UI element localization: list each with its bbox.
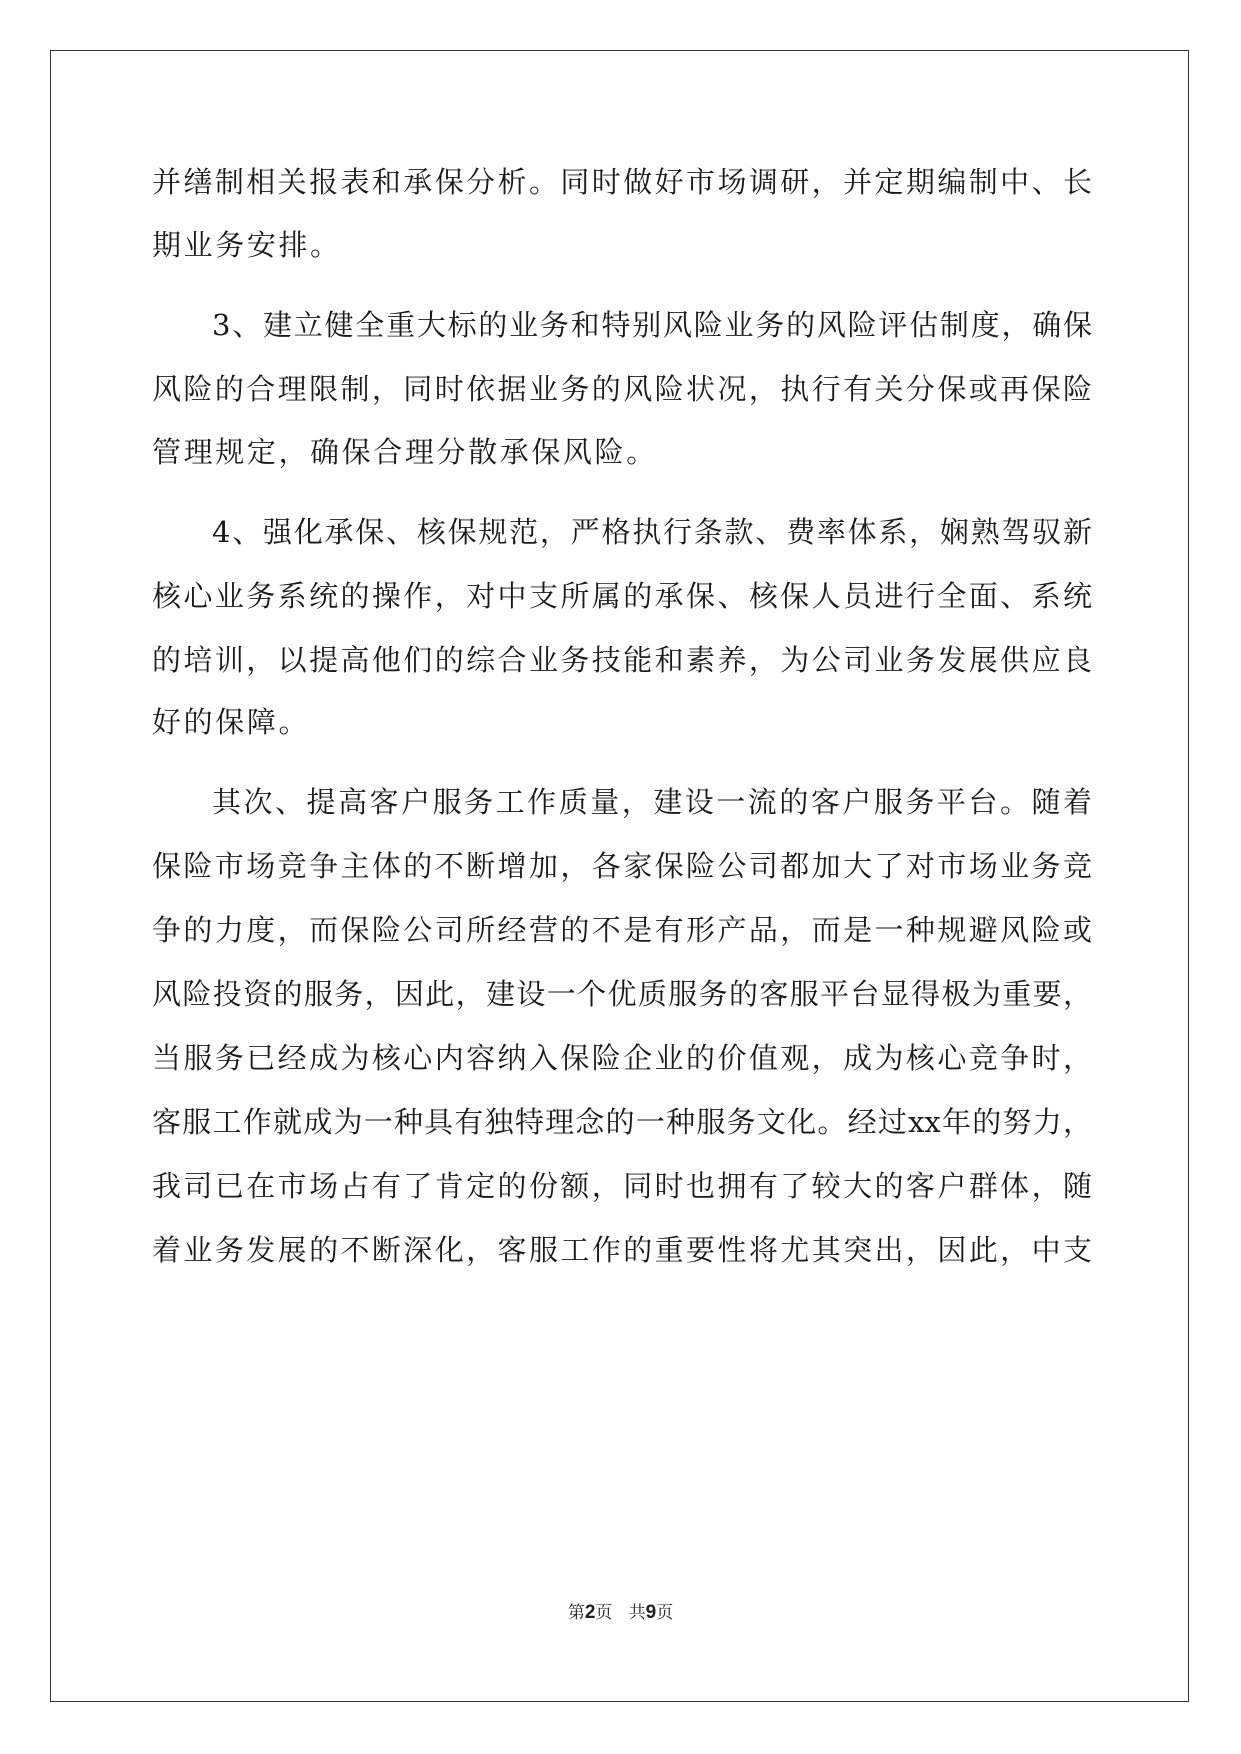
- text-line: 4、强化承保、核保规范，严格执行条款、费率体系，娴熟驾驭新: [212, 515, 1092, 549]
- text-line: 客服工作就成为一种具有独特理念的一种服务文化。经过xx年的努力，: [152, 1105, 1092, 1139]
- text-line: 风险的合理限制，同时依据业务的风险状况，执行有关分保或再保险: [152, 372, 1092, 406]
- total-page-number: 9: [645, 1602, 657, 1623]
- text-line: 的培训，以提高他们的综合业务技能和素养，为公司业务发展供应良: [152, 643, 1092, 677]
- page-footer: [0, 1598, 1241, 1624]
- text-line: 其次、提高客户服务工作质量，建设一流的客户服务平台。随着: [212, 785, 1092, 819]
- text-line: 并缮制相关报表和承保分析。同时做好市场调研，并定期编制中、长: [152, 165, 1092, 199]
- footer-suffix: 页: [656, 1603, 674, 1623]
- text-line: 争的力度，而保险公司所经营的不是有形产品，而是一种规避风险或: [152, 913, 1092, 947]
- text-line: 风险投资的服务，因此，建设一个优质服务的客服平台显得极为重要，: [152, 977, 1092, 1011]
- text-line: 当服务已经成为核心内容纳入保险企业的价值观，成为核心竞争时，: [152, 1041, 1092, 1075]
- footer-prefix: 第: [567, 1603, 585, 1623]
- footer-mid: 页 共: [595, 1603, 646, 1623]
- text-line: 保险市场竞争主体的不断增加，各家保险公司都加大了对市场业务竞: [152, 849, 1092, 883]
- text-line: 期业务安排。: [152, 228, 342, 262]
- text-line: 我司已在市场占有了肯定的份额，同时也拥有了较大的客户群体，随: [152, 1169, 1092, 1203]
- text-line: 好的保障。: [152, 705, 311, 739]
- text-line: 核心业务系统的操作，对中支所属的承保、核保人员进行全面、系统: [152, 579, 1092, 613]
- text-line: 着业务发展的不断深化，客服工作的重要性将尤其突出，因此，中支: [152, 1233, 1092, 1267]
- text-line: 3、建立健全重大标的业务和特别风险业务的风险评估制度，确保: [212, 308, 1092, 342]
- current-page-number: 2: [584, 1602, 596, 1623]
- text-line: 管理规定，确保合理分散承保风险。: [152, 435, 658, 469]
